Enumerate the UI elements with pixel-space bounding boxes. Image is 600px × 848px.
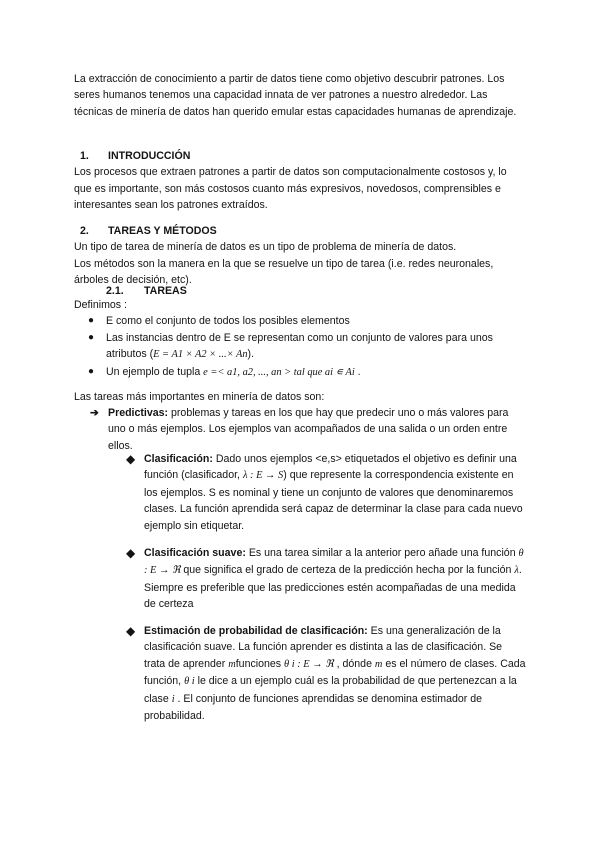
section-2-line-2: Los métodos son la manera en la que se resuelve un tipo de tarea (i.e. redes neuronales, árboles de decisión, etc).	[74, 257, 494, 287]
predictivas-text: problemas y tareas en los que hay que predecir uno o más valores para uno o más ejemplos. Los ejemplos van acompañados de una salida o un orden entre ellos.	[108, 407, 509, 452]
estimacion-item: ◆ Estimación de probabilidad de clasificación: Es una generalización de la clasificación suave. La función aprender es distinta a las de clasificación. Se trata de aprender mfunciones θ i : E → ℜ , dónde m es el número de clases. Cada función, θ i le dice a un ejemplo cuál es la probabilidad de que pertenezcan a la clase i . El conjunto de funciones aprendidas se denomina estimador de probabilidad.	[126, 624, 526, 723]
classifier-formula: λ : E → S	[242, 470, 284, 482]
tuple-formula: e =< a1, a2, ..., an > tal que ai ∊ Ai	[203, 366, 355, 378]
diamond-icon: ◆	[126, 452, 136, 466]
certainty-formula: θ : E → ℜ	[144, 548, 524, 577]
intro-paragraph: La extracción de conocimiento a partir de datos tiene como objetivo descubrir patrones. Los seres humanos tenemos una capacidad innata de ver patrones a nuestro alrededor. Las técnicas de minería de datos han querido emular estas capacidades humanas de aprendizaje.	[74, 73, 517, 118]
section-2	[74, 223, 526, 289]
tasks-intro: Las tareas más importantes en minería de datos son:	[74, 391, 325, 403]
section-1-body: Los procesos que extraen patrones a partir de datos son computacionalmente costosos y, lo que es importante, son más costosos cuanto más expresivos, novedosos, comprensibles e interesantes sean los patrones extraídos.	[74, 166, 507, 212]
diamond-icon: ◆	[126, 624, 136, 638]
section-1-heading	[74, 148, 526, 164]
clasificacion-label: Clasificación:	[144, 453, 213, 465]
definimos-label: Definimos :	[74, 299, 127, 311]
diamond-icon: ◆	[126, 546, 136, 560]
section-2-title: TAREAS Y MÉTODOS	[108, 225, 217, 237]
predictivas-item	[90, 405, 524, 454]
list-item: ● E como el conjunto de todos los posibles elementos	[74, 313, 526, 329]
definitions-list	[74, 313, 526, 381]
clasificacion-suave-label: Clasificación suave:	[144, 547, 246, 559]
probability-formula: θ i : E → ℜ	[284, 658, 334, 670]
section-2-line-1: Un tipo de tarea de minería de datos es un tipo de problema de minería de datos.	[74, 241, 457, 254]
clasificacion-item: ◆ Clasificación: Dado unos ejemplos <e,s> etiquetados el objetivo es definir una función (clasificador, λ : E → S) que represente la correspondencia existente en los ejemplos. S es nominal y tiene un conjunto de valores que denominaremos clases. La función aprendida será capaz de determinar la clase para cada nuevo ejemplo sin etiquetar.	[126, 452, 523, 532]
attributes-formula: E = A1 × A2 × ...× An	[153, 349, 248, 361]
predictivas-label: Predictivas:	[108, 407, 169, 419]
section-2-heading	[74, 223, 526, 239]
subsection-2-1-title: TAREAS	[144, 285, 187, 297]
section-1	[74, 148, 526, 214]
bullet-icon: ●	[88, 365, 95, 377]
bullet-icon: ●	[88, 331, 95, 343]
bullet-icon: ●	[88, 315, 95, 327]
subsection-2-1-number: 2.1.	[106, 285, 124, 297]
clasificacion-suave-item: ◆ Clasificación suave: Es una tarea similar a la anterior pero añade una función θ : E → ℜ que significa el grado de certeza de la predicción hecha por la función λ. Siempre es preferible que las predicciones estén acompañadas de una medida de certeza	[126, 546, 524, 611]
section-1-title: INTRODUCCIÓN	[108, 150, 191, 162]
list-item: ● Las instancias dentro de E se representan como un conjunto de valores para unos atributos (E = A1 × A2 × ...× An).	[88, 331, 493, 361]
section-1-number: 1.	[80, 150, 89, 162]
estimacion-label: Estimación de probabilidad de clasificación:	[144, 625, 368, 637]
definitions-block	[74, 297, 526, 381]
list-item: ● Un ejemplo de tupla e =< a1, a2, ..., an > tal que ai ∊ Ai .	[74, 364, 526, 381]
arrow-icon: ➔	[90, 407, 99, 419]
section-2-number: 2.	[80, 225, 89, 237]
